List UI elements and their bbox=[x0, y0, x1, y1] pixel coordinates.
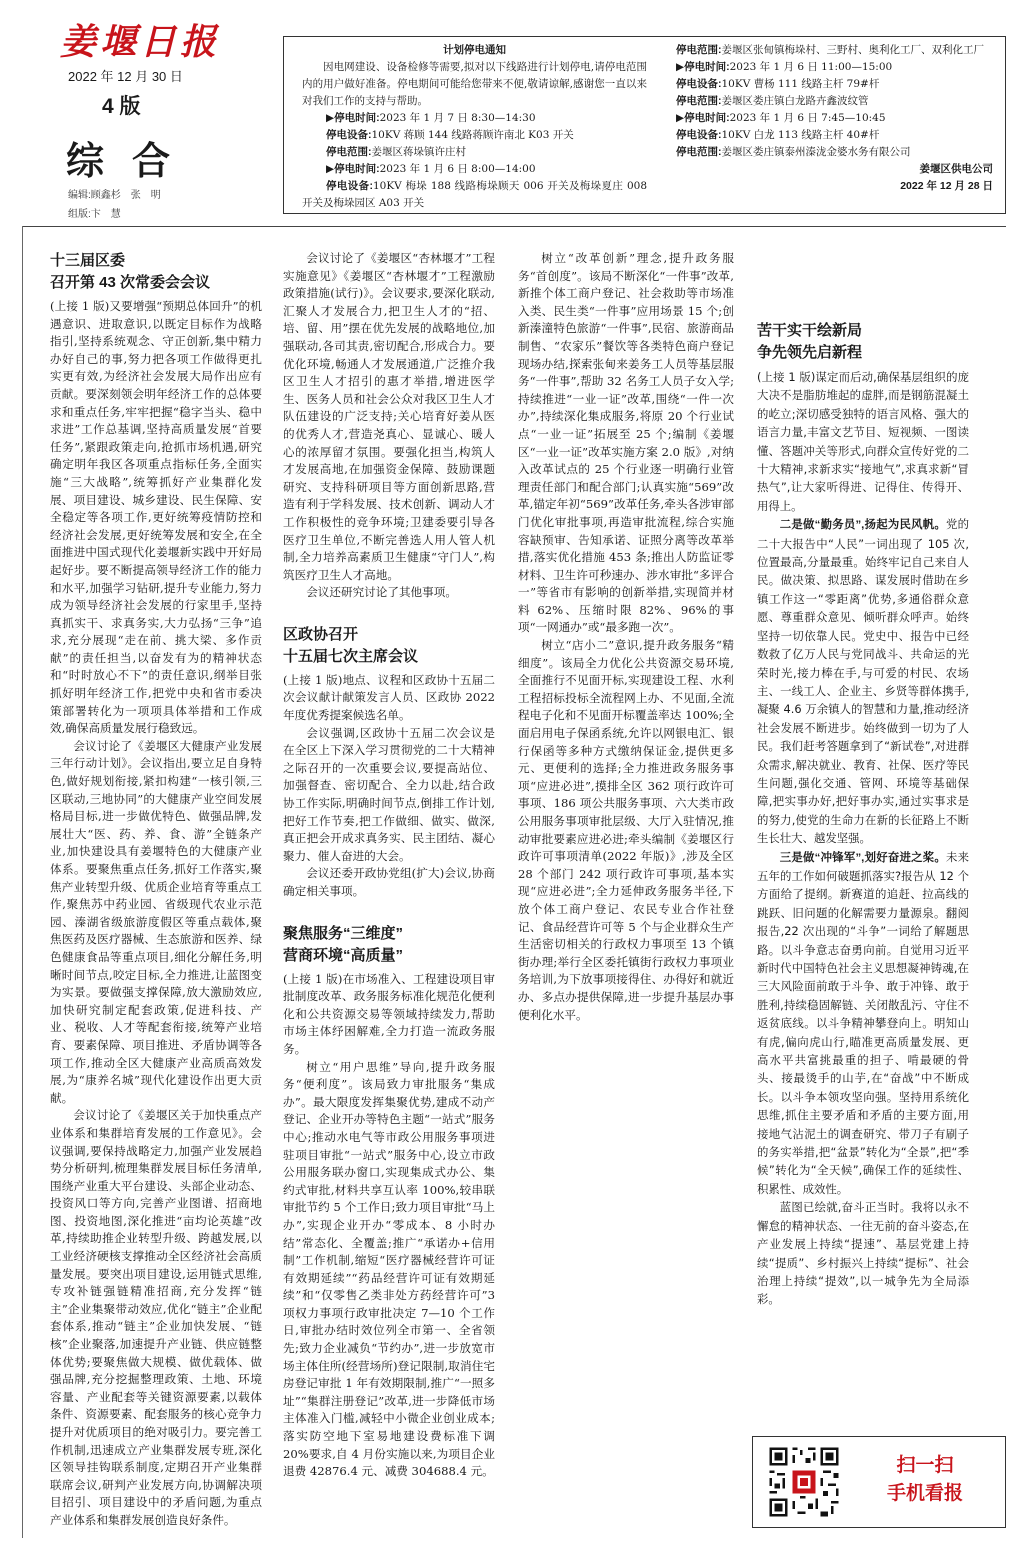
article3-title-a: 聚焦服务“三维度” bbox=[283, 924, 404, 942]
header-divider bbox=[22, 226, 1006, 227]
article1-paragraph: (上接 1 版)又要增强“预期总体回升”的机遇意识、进取意识,以既定目标作为战略指引,坚持系统观念、守正创新,集中精力办好自己的事,努力把各项工作做得更扎实更有效,为经济社会发展大局作出应有贡献。要深刻领会明年经济工作的总体要求和重点任务,牢牢把握“稳字当头、稳中求进”工作总基调,坚持高质量发展“首要任务”,紧跟政策走向,抢抓市场机遇,研究确定明年我区各项重点指标任务,全面实施“三大战略”,统筹抓好产业集群化发展、项目建设、城乡建设、民生保障、安全稳定等各项工作,更好统筹疫情防控和经济社会发展,更好统筹发展和安全,在全面推进中国式现代化姜堰新实践中开好局起好步。要不断提高领导经济工作的能力和水平,加强学习钻研,提升专业能力,努力成为领导经济社会发展的行家里手,坚持真抓实干、求真务实,大力弘扬“三争”追求,充分展现“走在前、挑大梁、多作贡献”的责任担当,以奋发有为的精神状态和“时时放心不下”的责任意识,纲举目张抓好明年经济工作,把党中央和省市委决策部署转化为一项项具体举措和工作成效,确保高质量发展行稳致远。 bbox=[50, 299, 262, 736]
scan-caption bbox=[857, 1451, 993, 1507]
notice-row: 停电设备:10KV 白龙 113 线路主杆 40#杆 bbox=[676, 129, 880, 141]
edition-number: 4 版 bbox=[102, 95, 141, 118]
qr-code-box bbox=[752, 1436, 1006, 1528]
qr-code-icon[interactable] bbox=[767, 1445, 841, 1519]
article4-paragraph: 蓝图已绘就,奋斗正当时。我将以永不懈怠的精神状态、一往无前的奋斗姿态,在产业发展上持续“提速”、基层党建上持续“提质”、乡村振兴上持续“提标”、社会治理上持续“提效”,以一城争先为全局添彩。 bbox=[757, 1200, 969, 1307]
article2-title-a: 区政协召开 bbox=[283, 625, 359, 643]
article4-paragraph: (上接 1 版)谋定而后动,确保基层组织的庞大决不是脂肪堆起的虚胖,而是钢筋混凝土的屹立;深切感受独特的语言风格、强大的语言力量,丰富文艺节目、短视频、一图读懂、答题冲关等形式,向群众宣传好党的二十大精神,求新求实“接地气”,求真求新“冒热气”,让大家听得进、记得住、传得开、用得上。 bbox=[757, 370, 969, 513]
notice-row: ▶停电时间:2023 年 1 月 6 日 7:45—10:45 bbox=[676, 112, 886, 124]
article3-paragraph: 树立“改革创新”理念,提升政务服务“首创度”。该局不断深化“一件事”改革,新推个体工商户登记、社会救助等市场准入类、民生类“一件事”应用场景 15 个;创新溱潼特色旅游“一件事”,民宿、旅游商品制售、“农家乐”餐饮等各类特色商户登记现场办结,探索张甸来姜务工人员等基层服务“一件事”,帮助 32 名务工人员子女入学;持续推进“一业一证”改革,围绕“一件一次办”,持续深化集成服务,将原 20 个行业试点“一业一证”拓展至 25 个;编制《姜堰区“一业一证”改革实施方案 2.0 版》,对纳入改革试点的 25 个行业逐一明确行业管理责任部门和配合部门;认真实施“569”改革,锚定年初“569”改革任务,牵头各涉审部门优化审批事项,再造审批流程,综合实施容缺预审、告知承诺、证照分离等改革举措,落实优化措施 453 条;推出人防监证零材料、卫生许可秒速办、涉水审批“多评合一”等省市有影响的创新举措,实现简并材料 62%、压缩时限 82%、96%的事项“一网通办”或“最多跑一次”。 bbox=[518, 251, 734, 635]
article1-paragraph: 会议讨论了《姜堰区“杏林堰才”工程实施意见》《姜堰区“杏林堰才”工程激励政策措施(试行)》。会议要求,要深化联动,汇聚人才发展合力,把卫生人才的“招、培、留、用”摆在优先发展的战略地位,加强联动,各司其责,密切配合,形成合力。要优化环境,畅通人才发展通道,广泛推介我区卫生人才招引的惠才举措,增进医学生、医务人员和社会公众对我区卫生人才队伍建设的广泛支持;关心培育好姜从医的优秀人才,营造尧真心、显诚心、暖人心的浓厚留才氛围。要强化担当,构筑人才发展高地,在加强资金保障、鼓励课题研究、支持科研项目等方面创新思路,营造有利于学科发展、技术创新、调动人才工作积极性的竞争环境;卫建委要引导各医疗卫生单位,不断完善选人用人管人机制,全力培养高素质卫生健康“守门人”,构筑医疗卫生人才高地。 bbox=[283, 251, 495, 582]
notice-intro: 因电网建设、设备检修等需要,拟对以下线路进行计划停电,请停电范围内的用户做好准备。停电期间可能给您带来不便,敬请谅解,感谢您一直以来对我们工作的支持与帮助。 bbox=[302, 61, 647, 107]
notice-row: 停电范围:姜堰区娄庄镇泰州溱泷金婆水务有限公司 bbox=[676, 146, 911, 158]
article1-paragraph: 会议讨论了《姜堰区关于加快重点产业体系和集群培育发展的工作意见》。会议强调,要保持战略定力,加强产业发展趋势分析研判,梳理集群发展目标任务清单,围绕产业重大平台建设、头部企业动态、投资风口等方向,完善产业图谱、招商地图、投资地图,深化推进“亩均论英雄”改革,持续助推企业转型升级、跨越发展,以工业经济硬核支撑推动全区经济社会高质量发展。要突出项目建设,运用链式思维,专攻补链强链精准招商,充分发挥“链主”企业集聚带动效应,优化“链主”企业配套体系,推动“链主”企业加快发展、“链核”企业聚落,加速提升产业链、供应链整体优势;要聚焦做大规模、做优载体、做强品牌,充分挖掘整理政策、土地、环境容量、产业配套等关键资源要素,以载体条件、资源要素、配套服务的核心竞争力提升对优质项目的绝对吸引力。要完善工作机制,迅速成立产业集群发展专班,深化区领导挂钩联系制度,定期召开产业集群联席会议,研判产业发展方向,协调解决项目招引、项目建设中的矛盾问题,为重点产业体系和集群发展创造良好条件。 bbox=[50, 1108, 262, 1527]
article1-title-b: 召开第 43 次常委会会议 bbox=[50, 274, 211, 291]
article-column-1 bbox=[50, 250, 262, 1538]
notice-row: 停电设备:10KV 梅垛 188 线路梅垛顾天 006 开关及梅垛夏庄 008 开关及梅垛园区 A03 开关 bbox=[302, 180, 647, 209]
notice-signature-date: 2022 年 12 月 28 日 bbox=[900, 180, 993, 192]
scan-line-2: 手机看报 bbox=[886, 1482, 963, 1504]
newspaper-logo: 姜堰日报 bbox=[60, 21, 221, 63]
notice-row: 停电设备:10KV 蒋顾 144 线路蒋顾许南北 K03 开关 bbox=[326, 129, 574, 141]
section-title: 综合 bbox=[66, 138, 199, 183]
article3-paragraph: 树立“店小二”意识,提升政务服务“精细度”。该局全力优化公共资源交易环境,全面推行不见面开标,实现建设工程、水利工程招标投标全流程网上办、不见面,全流程电子化和不见面开标覆盖率达 100%;全面启用电子保函系统,允许以网银电汇、银行保函等多种方式缴纳保证金,提供更多元、更便利的选择;全力推进政务服务事项“应进必进”,摸排全区 362 项行政许可事项、186 项公共服务事项、六大类市政公用服务事项审批层级、大厅入驻情况,推动审批要素应进必进;牵头编制《姜堰区行政许可事项清单(2022 年版)》,涉及全区 28 个部门 242 项行政许可事项,基本实现“应进必进”;全力延伸政务服务半径,下放个体工商户登记、农民专业合作社登记、食品经营许可等 5 个与企业群众生产生活密切相关的行政权力事项至 13 个镇街办理;举行全区委托镇街行政权力事项业务培训,为下放事项接得住、办得好和就近办、多点办提供保障,进一步提升基层办事便利化水平。 bbox=[518, 638, 734, 1022]
notice-signature-org: 姜堰区供电公司 bbox=[919, 163, 993, 175]
notice-row: ▶停电时间:2023 年 1 月 6 日 8:00—14:00 bbox=[326, 163, 536, 175]
editors-credit bbox=[68, 186, 161, 224]
power-outage-notice bbox=[283, 36, 1006, 214]
article3-paragraph: (上接 1 版)在市场准入、工程建设项目审批制度改革、政务服务标准化规范化便利化和公共资源交易等领域持续发力,帮助市场主体纾困解难,全力打造一流政务服务。 bbox=[283, 971, 495, 1056]
left-border bbox=[22, 226, 23, 1538]
notice-column-left bbox=[302, 42, 647, 212]
article2-paragraph: 会议还委开政协党组(扩大)会议,协商确定相关事项。 bbox=[283, 866, 495, 898]
notice-row: 停电范围:姜堰区张甸镇梅垛村、三野村、奥利化工厂、双利化工厂 bbox=[676, 44, 984, 56]
article1-paragraph: 会议还研究讨论了其他事项。 bbox=[306, 585, 457, 600]
layout-line: 组版:卞 慧 bbox=[68, 209, 121, 220]
article1-title-a: 十三届区委 bbox=[50, 252, 126, 269]
notice-row: 停电设备:10KV 曹杨 111 线路主杆 79#杆 bbox=[676, 78, 880, 90]
article-column-4 bbox=[757, 250, 969, 1425]
article2-paragraph: 会议强调,区政协十五届二次会议是在全区上下深入学习贯彻党的二十大精神之际召开的一次重要会议,要提高站位、加强督查、密切配合、全力以赴,结合政协工作实际,明确时间节点,倒排工作计划,把好工作节奏,把工作做细、做实、做深,真正把会开成求真务实、民主团结、凝心聚力、催人奋进的大会。 bbox=[283, 725, 495, 863]
article3-paragraph: 树立“用户思维”导向,提升政务服务“便利度”。该局致力审批服务“集成办”。最大限度发挥集聚优势,建成不动产登记、企业开办等特色主题“一站式”服务中心;推动水电气等市政公用服务事项进驻项目审批“一站式”服务中心,设立市政公用服务联办窗口,实现集成式办公、集约式审批,材料共享互认率 100%,较串联审批节约 5 个工作日;致力项目审批“马上办”,实现企业开办“零成本、8 小时办结”常态化、全覆盖;推广“承诺办+信用制”工作机制,缩短“医疗器械经营许可证有效期延续”“药品经营许可证有效期延续”和“仅零售乙类非处方药经营许可”3 项权力事项行政审批决定 7—10 个工作日,审批办结时效位列全市第一、全省领先;致力企业减负“节约办”,进一步放宽市场主体住所(经营场所)登记限制,取消住宅房登记审批 1 年有效期限制,推广“一照多址”“集群注册登记”改革,进一步降低市场主体准入门槛,减轻中小微企业创业成本;落实防空地下室易地建设费标准下调 20%要求,自 4 月份实施以来,为项目企业退费 42876.4 元、减费 304688.4 元。 bbox=[283, 1059, 495, 1479]
article2-paragraph: (上接 1 版)地点、议程和区政协十五届二次会议献计献策发言人员、区政协 2022 年度优秀提案候选名单。 bbox=[283, 672, 495, 723]
notice-row: 停电范围:姜堰区蒋垛镇许庄村 bbox=[326, 146, 466, 158]
article1-paragraph: 会议讨论了《姜堰区大健康产业发展三年行动计划》。会议指出,要立足自身特色,做好规划衔接,紧扣构建“一核引领,三区联动,三地协同”的大健康产业空间发展格局目标,进一步做优特色、做强品牌,发展壮大“医、药、养、食、游”全链条产业,加快建设具有姜堰特色的大健康产业体系。要聚焦重点任务,抓好工作落实,聚焦产业转型升级、优质企业培育等重点工作,聚焦苏中药业园、省级现代农业示范园、溱湖省级旅游度假区等重点载体,聚焦医药及医疗器械、生态旅游和医养、绿色健康食品等重点项目,细化分解任务,明晰时间节点,咬定目标,全力推进,让蓝图变为实景。要做强支撑保障,放大激励效应,加快研究制定配套政策,促进科技、产业、税收、人才等配套衔接,统筹产业培育、要素保障、项目推进、矛盾协调等各项工作,推动全区大健康产业高质高效发展,为“康养名城”现代化建设作出更大贡献。 bbox=[50, 738, 262, 1105]
article3-title-b: 营商环境“高质量” bbox=[283, 946, 404, 964]
article4-paragraph: 三是做“冲锋军”,划好奋进之桨。未来五年的工作如何破题抓落实?报告从 12 个方面给了提纲。新赛道的追赶、拉高线的跳跃、旧问题的化解需要力量源泉。翻阅报告,22 次出现的“斗争”一词给了解题思路。以斗争意志奋勇向前。自觉用习近平新时代中国特色社会主义思想凝神铸魂,在三大风险面前敢于斗争、敢于冲锋、敢于胜利,持续稳固解链、关闭散乱污、守住不返贫底线。以斗争精神攀登向上。明知山有虎,偏向虎山行,瞄准更高质量发展、更高水平共富挑最重的担子、啃最硬的骨头、接最烫手的山芋,在“奋战”中不断成长。以斗争本领攻坚向强。坚持用系统化思维,抓住主要矛盾和矛盾的主要方面,用接地气沾泥土的调查研究、带刀子有刷子的务实举措,把“盆景”转化为“全景”,把“季候”转化为“全天候”,确保工作的延续性、积累性、成效性。 bbox=[757, 849, 969, 1196]
article-column-3 bbox=[518, 250, 734, 1538]
notice-column-right bbox=[652, 42, 997, 195]
article2-title-b: 十五届七次主席会议 bbox=[283, 647, 419, 665]
article4-title-a: 苦干实干绘新局 bbox=[757, 322, 863, 339]
issue-date: 2022 年 12 月 30 日 bbox=[68, 69, 183, 84]
article-column-2 bbox=[283, 250, 495, 1538]
notice-title: 计划停电通知 bbox=[443, 44, 506, 56]
article4-paragraph: 二是做“勤务员”,扬起为民风帆。党的二十大报告中“人民”一词出现了 105 次,位置最高,分量最重。始终牢记自己来自人民。做决策、拟思路、谋发展时借助在乡镇工作这一“零距离”优势,多通俗群众意愿、尊重群众意见、倾听群众呼声。始终坚持一切依靠人民。党史中、报告中已经数救了亿万人民与党同战斗、共命运的光荣时光,接力棒在手,与可爱的村民、农场主、一线工人、企业主、乡贤等群体携手,凝聚 4.6 万余镇人的智慧和力量,推动经济社会发展不断进步。始终做到一切为了人民。我们赶考答题拿到了“新试卷”,对进群众需求,解决就业、教育、社保、医疗等民生问题,强化交通、管网、环境等基础保障,把实事办好,把好事办实,通过实事求是的努力,使党的生命力在新的长征路上不断生长壮大、越发坚强。 bbox=[757, 517, 969, 846]
notice-row: 停电范围:姜堰区娄庄镇白龙路卉鑫波纹管 bbox=[676, 95, 869, 107]
scan-line-1: 扫一扫 bbox=[896, 1454, 954, 1476]
notice-row: ▶停电时间:2023 年 1 月 6 日 11:00—15:00 bbox=[676, 61, 893, 73]
editors-line: 编辑:顾鑫杉 张 明 bbox=[68, 190, 161, 201]
article4-title-b: 争先领先启新程 bbox=[757, 344, 863, 361]
notice-row: ▶停电时间:2023 年 1 月 7 日 8:30—14:30 bbox=[326, 112, 536, 124]
